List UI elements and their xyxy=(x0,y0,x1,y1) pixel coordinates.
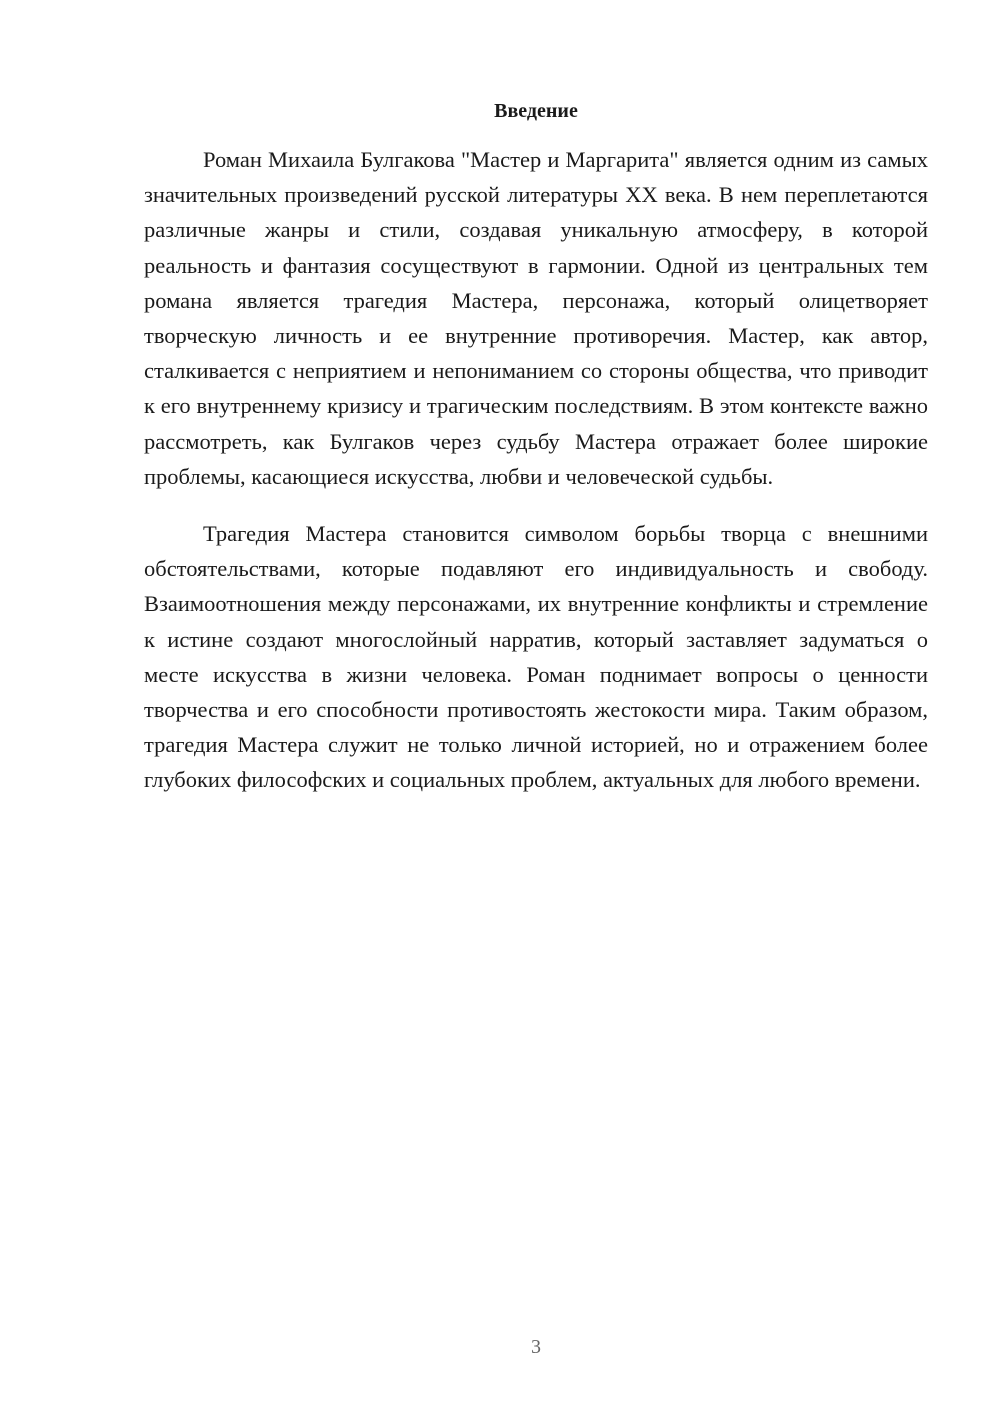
section-heading: Введение xyxy=(494,100,578,122)
paragraph-1: Роман Михаила Булгакова "Мастер и Маргарита" является одним из самых значительных произведений русской литературы XX века. В нем переплетаются различные жанры и стили, создавая уникальную атмосферу, в которой реальность и фантазия сосуществуют в гармонии. Одной из центральных тем романа является трагедия Мастера, персонажа, который олицетворяет творческую личность и ее внутренние противоречия. Мастер, как автор, сталкивается с неприятием и непониманием со стороны общества, что приводит к его внутреннему кризису и трагическим последствиям. В этом контексте важно рассмотреть, как Булгаков через судьбу Мастера отражает более широкие проблемы, касающиеся искусства, любви и человеческой судьбы. xyxy=(144,147,928,489)
page-number: 3 xyxy=(531,1336,541,1358)
body-text xyxy=(144,142,928,798)
paragraph-2: Трагедия Мастера становится символом борьбы творца с внешними обстоятельствами, которые подавляют его индивидуальность и свободу. Взаимоотношения между персонажами, их внутренние конфликты и стремление к истине создают многослойный нарратив, который заставляет задуматься о месте искусства в жизни человека. Роман поднимает вопросы о ценности творчества и его способности противостоять жестокости мира. Таким образом, трагедия Мастера служит не только личной историей, но и отражением более глубоких философских и социальных проблем, актуальных для любого времени. xyxy=(144,521,928,793)
